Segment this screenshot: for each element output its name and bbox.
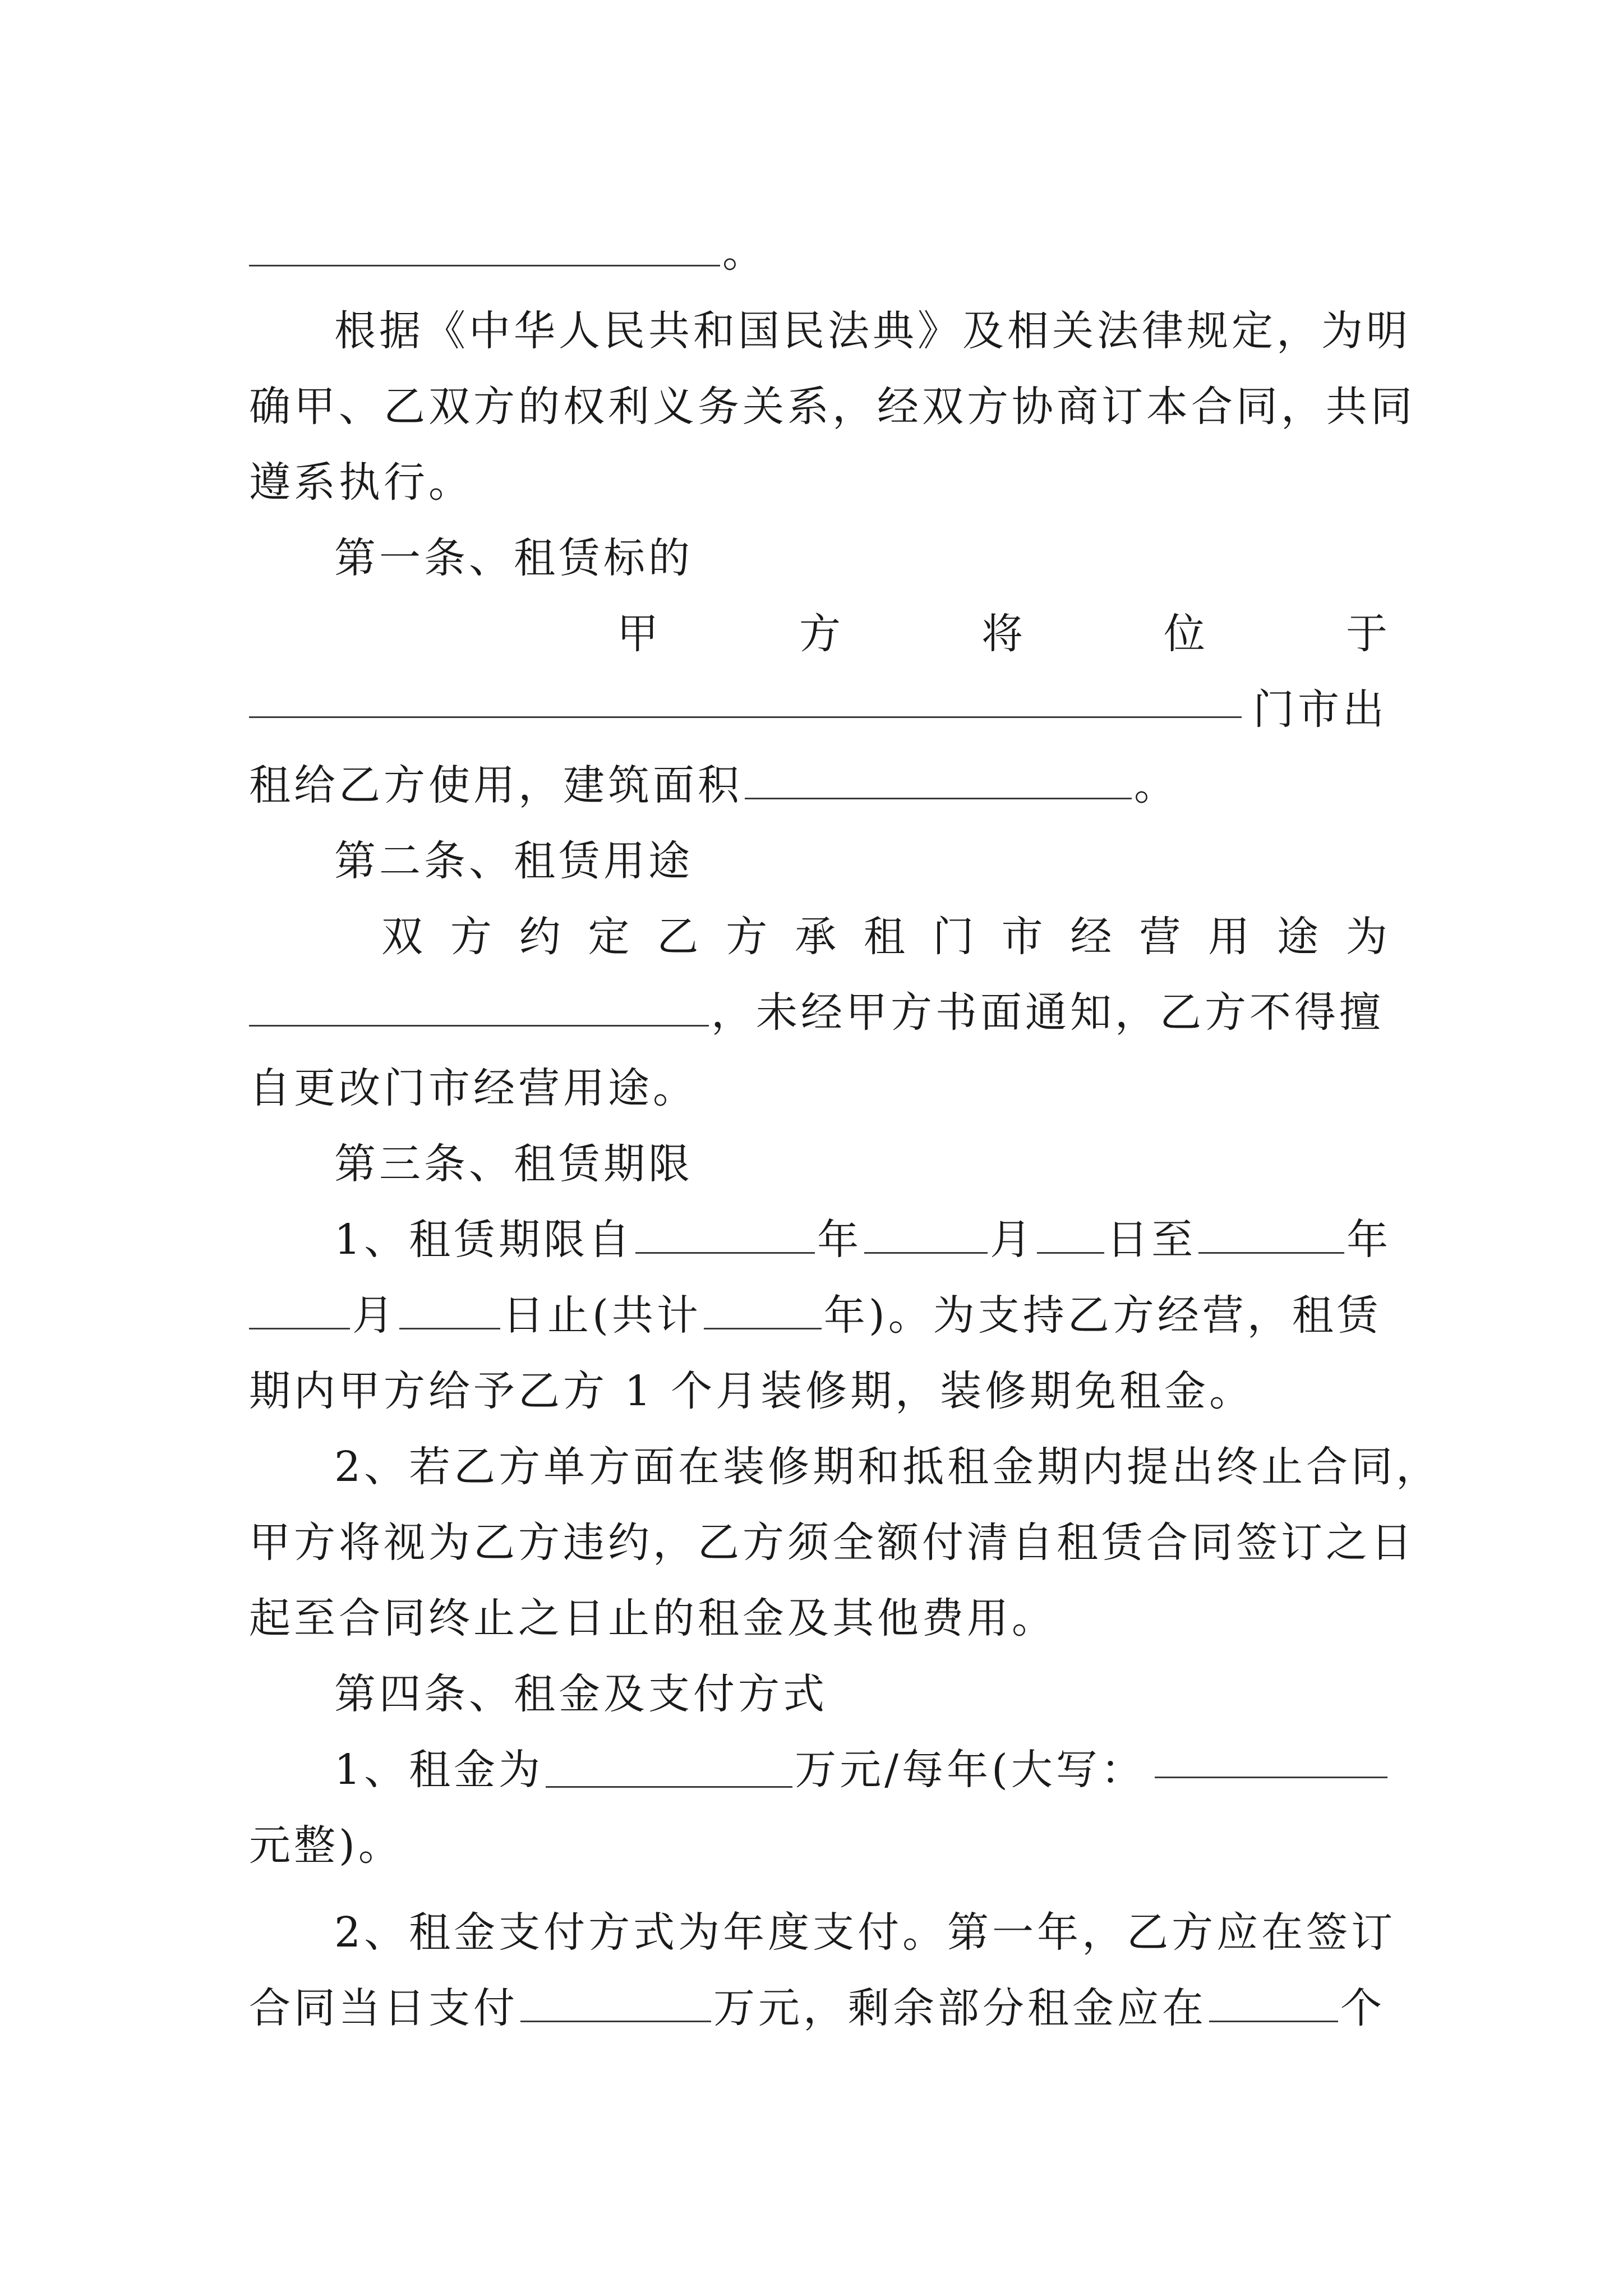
- start-month-blank[interactable]: [864, 1218, 988, 1254]
- article-3-p2-line-3: 起至合同终止之日止的租金及其他费用。: [249, 1594, 1057, 1642]
- article-1-spread-line: [617, 595, 1387, 673]
- usage-blank[interactable]: [249, 991, 709, 1027]
- spread-char: 方: [450, 913, 492, 961]
- doc-line-blank-end: [249, 213, 1387, 292]
- article-4-payment-line-1: 2、租金支付方式为年度支付。第一年，乙方应在签订: [334, 1908, 1396, 1957]
- spread-char: 用: [1208, 913, 1250, 961]
- article-3-title: 第三条、租赁期限: [334, 1140, 693, 1188]
- article-4-title: 第四条、租金及支付方式: [334, 1670, 828, 1718]
- text-run: 。: [722, 228, 767, 277]
- spread-char: 为: [1345, 913, 1387, 961]
- article-2-line-3: 自更改门市经营用途。: [249, 1064, 698, 1112]
- spread-char: 经: [1070, 913, 1112, 961]
- end-year-blank[interactable]: [1198, 1218, 1344, 1254]
- spread-char: 双: [381, 913, 423, 961]
- spread-char: 门: [932, 913, 974, 961]
- fill-blank[interactable]: [249, 231, 720, 266]
- text-run: 月: [990, 1216, 1035, 1264]
- spread-char: 甲: [617, 610, 658, 658]
- area-blank[interactable]: [745, 764, 1132, 799]
- spread-char: 于: [1346, 610, 1387, 658]
- intro-line-2: 确甲、乙双方的权利义务关系，经双方协商订本合同，共同: [249, 383, 1415, 431]
- intro-line-3: 遵系执行。: [249, 458, 473, 507]
- total-years-blank[interactable]: [704, 1294, 822, 1329]
- spread-char: 承: [795, 913, 837, 961]
- spread-char: 营: [1139, 913, 1181, 961]
- article-1-location-line: [249, 670, 1387, 749]
- spread-char: 方: [726, 913, 768, 961]
- spread-char: 约: [519, 913, 561, 961]
- spread-char: 方: [799, 610, 841, 658]
- article-4-rent-line-2: 元整)。: [249, 1821, 403, 1870]
- text-run: 1、租赁期限自: [334, 1216, 634, 1264]
- rent-capital-blank[interactable]: [1155, 1743, 1387, 1778]
- text-run: 合同当日支付: [249, 1984, 518, 2032]
- text-run: 个: [1340, 1984, 1385, 2032]
- text-run: 日至: [1106, 1216, 1197, 1264]
- start-day-blank[interactable]: [1037, 1218, 1104, 1254]
- spread-char: 市: [1001, 913, 1043, 961]
- article-2-spread-line: [381, 898, 1387, 976]
- remaining-period-blank[interactable]: [1209, 1987, 1338, 2022]
- text-run: 日止(共计: [502, 1291, 702, 1340]
- article-3-term-line-2: [249, 1276, 1387, 1355]
- spread-char: 位: [1164, 610, 1205, 658]
- rent-amount-blank[interactable]: [546, 1752, 792, 1788]
- article-4-rent-line-1: [334, 1731, 1387, 1809]
- text-run: 1、租金为: [334, 1746, 544, 1794]
- location-blank[interactable]: [249, 683, 1242, 718]
- article-1-area-line: [249, 746, 1387, 825]
- article-3-term-line-1: [334, 1200, 1392, 1279]
- text-run: 万元/每年(大写：: [795, 1746, 1146, 1794]
- article-4-payment-line-2: [249, 1969, 1387, 2047]
- text-run: 门市出: [1253, 685, 1387, 734]
- spread-char: 乙: [657, 913, 699, 961]
- text-run: 。: [1134, 761, 1179, 809]
- spread-char: 将: [981, 610, 1023, 658]
- article-3-p2-line-2: 甲方将视为乙方违约，乙方须全额付清自租赁合同签订之日: [249, 1519, 1415, 1567]
- end-month-blank[interactable]: [249, 1294, 350, 1329]
- text-run: ，未经甲方书面通知，乙方不得擅: [711, 988, 1384, 1037]
- text-run: 年: [817, 1216, 863, 1264]
- first-payment-blank[interactable]: [520, 1987, 711, 2022]
- spread-char: 途: [1276, 913, 1318, 961]
- start-year-blank[interactable]: [635, 1218, 815, 1254]
- text-run: 万元，剩余部分租金应在: [713, 1984, 1207, 2032]
- text-run: 年)。为支持乙方经营，租赁: [823, 1291, 1382, 1340]
- text-run: 月: [352, 1291, 397, 1340]
- spread-char: 租: [863, 913, 905, 961]
- article-3-term-line-3: 期内甲方给予乙方 1 个月装修期，装修期免租金。: [249, 1367, 1255, 1415]
- article-2-title: 第二条、租赁用途: [334, 837, 693, 885]
- intro-line-1: 根据《中华人民共和国民法典》及相关法律规定，为明: [334, 307, 1411, 355]
- text-run: 年: [1347, 1216, 1392, 1264]
- spread-char: 定: [588, 913, 630, 961]
- article-1-title: 第一条、租赁标的: [334, 534, 693, 582]
- article-2-usage-line: [249, 973, 1387, 1052]
- text-run: 租给乙方使用，建筑面积: [249, 761, 743, 809]
- end-day-blank[interactable]: [399, 1294, 500, 1329]
- article-3-p2-line-1: 2、若乙方单方面在装修期和抵租金期内提出终止合同，: [334, 1443, 1441, 1491]
